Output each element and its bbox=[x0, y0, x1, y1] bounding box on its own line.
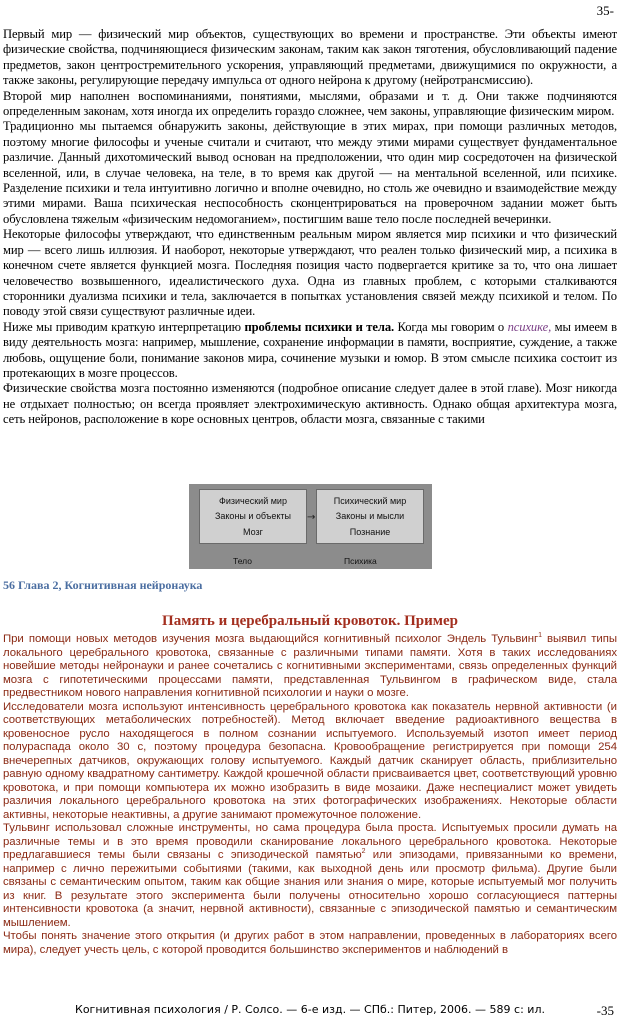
paragraph: Первый мир — физический мир объектов, существующих во времени и пространстве. Эти объекты имеют физические свойства, подчиняющиеся физическим законам, таким как закон тяготения, обусловливающий падение предметов, закон центростремительного ускорения, управляющий предметами, движущимися по окружности, а также законы, регулирующие передачу импульса от одного нейрона к другому (нейротрансмиссию). bbox=[3, 27, 617, 88]
body-label: Тело bbox=[233, 556, 252, 566]
box-line: Познание bbox=[349, 527, 391, 538]
text-run: мы имеем в виду деятельность мозга: например, мышление, сохранение информации в памяти, восприятие, суждение, а также любовь, ощущение боли, понимание законов мира, сочинение музыки и юмор. В этом смысле психика состоит из протекающих в мозге процессов. bbox=[3, 319, 617, 380]
bold-term: проблемы психики и тела. bbox=[244, 319, 395, 334]
italic-term: психике, bbox=[507, 319, 552, 334]
text-run: выявил типы локального церебрального кровотока, связанные с различными типами памяти. Хотя в таких исследованиях новейшие методы нейронауки и ранее сочетались с когнитивными экспериментами, связь определенных функций мозга с гипотетическими процессами памяти, представленная Тульвингом в графическом виде, стала предвестником нового направления когнитивной психологии и науки о мозге. bbox=[3, 633, 617, 699]
mind-body-diagram bbox=[189, 484, 432, 569]
text-run: Тульвинг использовал сложные инструменты, но сама процедура была проста. Испытуемых просили думать на различные темы и в это время проводили сканирование локального церебрального кровотока. Некоторые предлагавшиеся темы были связаны с эпизодической памятью bbox=[3, 822, 617, 861]
paragraph: Второй мир наполнен воспоминаниями, понятиями, мыслями, образами и т. д. Они также подчиняются определенным законам, хотя иногда их определить гораздо сложнее, чем законы, управляющие физическим миром. bbox=[3, 88, 617, 119]
box-line: Законы и объекты bbox=[214, 511, 292, 522]
paragraph: Исследователи мозга используют интенсивность церебрального кровотока как показатель нервной активности (и соответствующих метаболических потребностей). Метод включает введение радиоактивного вещества в кровеносное русло находящегося в полном сознании испытуемого. Используемый изотоп имеет период полураспада около 30 с, поэтому процедура безопасна. Кровообращение регистрируется при помощи 254 внечерепных датчиков, окружающих голову испытуемого. Каждый датчик сканирует область, приблизительно равную одному квадратному сантиметру. Каждой крошечной области присваивается цвет, соответствующий уровню кровотока, и при помощи компьютера их можно изобразить в виде мозаики. Даже неспециалист может увидеть различия локального церебрального кровотока на этих фотографических изображениях. Некоторые области активны, некоторые неактивны, а другие занимают промежуточное положение. bbox=[3, 700, 617, 821]
text-run: При помощи новых методов изучения мозга выдающийся когнитивный психолог Эндель Тульвинг bbox=[3, 633, 539, 645]
paragraph bbox=[3, 822, 617, 930]
box-line: Психический мир bbox=[333, 495, 407, 506]
paragraph: Физические свойства мозга постоянно изменяются (подробное описание следует далее в этой главе). Мозг никогда не отдыхает полностью; он всегда проявляет электрохимическую активность. Однако общая архитектура мозга, сеть нейронов, расположение в коре основных центров, области мозга, связанные с такими bbox=[3, 381, 617, 427]
section-title: Память и церебральный кровоток. Пример bbox=[162, 613, 458, 629]
page-number-bottom: -35 bbox=[596, 1003, 614, 1018]
box-line: Мозг bbox=[243, 527, 263, 538]
footer-citation: Когнитивная психология / Р. Солсо. — 6-е изд. — СПб.: Питер, 2006. — 589 с: ил. bbox=[75, 1003, 545, 1016]
footnote-ref: 2 bbox=[361, 848, 366, 856]
page-number-top: 35- bbox=[596, 3, 614, 18]
mind-label: Психика bbox=[344, 556, 377, 566]
box-line: Законы и мысли bbox=[335, 511, 405, 522]
paragraph bbox=[3, 633, 617, 701]
text-run: или эпизодами, привязанными ко времени, например с лично пережитыми событиями (такими, как выходной день или просмотр фильма). Другие были связаны с семантическим опытом, таким как общие знания или знания о мире, которые испытуемый мог получить из книг. В результате этого эксперимента были получены относительно хорошо согласующиеся паттерны интенсивности кровотока (а значит, нервной активности), связанные с эпизодической памятью и семантическим мышлением. bbox=[3, 849, 617, 929]
text-run: Ниже мы приводим краткую интерпретацию bbox=[3, 319, 245, 334]
text-run: Когда мы говорим о bbox=[394, 319, 508, 334]
paragraph: Некоторые философы утверждают, что единственным реальным миром является мир психики и что физический мир — всего лишь иллюзия. И наоборот, некоторые утверждают, что реален только физический мир, а психика в конечном счете является функцией мозга. Последняя позиция часто подвергается критике за то, что она лишает человечество возвышенного, идеалистического духа. Одна из главных проблем, с которыми сталкиваются сторонники дуализма психики и тела, заключается в попытках установления связей между психикой и телом. По поводу этой связи существуют различные идеи. bbox=[3, 227, 617, 319]
footnote-ref: 1 bbox=[538, 632, 542, 640]
main-text bbox=[3, 27, 617, 428]
box-line: Физический мир bbox=[219, 495, 287, 506]
paragraph: Традиционно мы пытаемся обнаружить законы, действующие в этих мирах, при помощи различных методов, поэтому многие философы и ученые считали и считают, что между этими мирами существует фундаментальное различие. Данный дихотомический вывод основан на предположении, что один мир сосредоточен на физической вселенной, или, в случае человека, на теле, в то время как другой — на ментальной вселенной, или психике. Разделение психики и тела интуитивно логично и вполне очевидно, но столь же очевидно и взаимодействие между этими мирами. Ваша психическая неспособность сконцентрироваться на проверочном задании может быть обусловлена тяжелым «физическим недомоганием», постигшим ваше тело после последней вечеринки. bbox=[3, 119, 617, 226]
physical-world-box bbox=[199, 489, 307, 544]
paragraph: Чтобы понять значение этого открытия (и других работ в этом направлении, проведенных в лабораториях всего мира), следует учесть цель, с которой проводится большинство экспериментов и наблюдений в bbox=[3, 930, 617, 956]
chapter-reference: 56 Глава 2, Когнитивная нейронаука bbox=[3, 578, 203, 592]
mental-world-box bbox=[316, 489, 424, 544]
arrow-right-icon: → bbox=[307, 512, 316, 523]
paragraph bbox=[3, 320, 617, 382]
section-text bbox=[3, 633, 617, 957]
